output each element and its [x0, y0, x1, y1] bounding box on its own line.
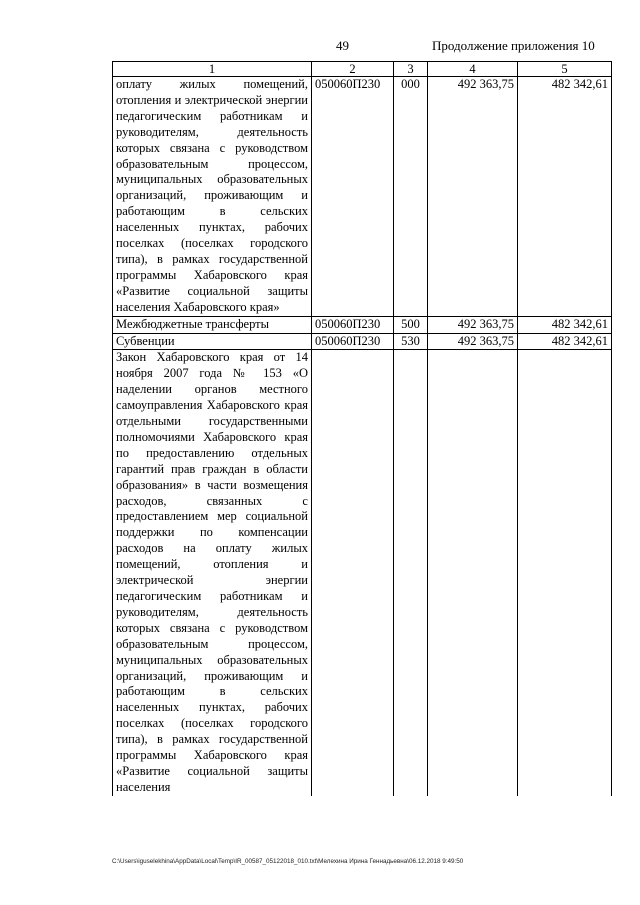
- row-description: Субвенции: [113, 333, 312, 350]
- row-amount-a: 492 363,75: [428, 316, 518, 333]
- row-amount-b: 482 342,61: [518, 77, 612, 317]
- table-row: [113, 77, 612, 317]
- appendix-continuation-note: Продолжение приложения 10: [432, 38, 595, 53]
- column-number-row: [113, 62, 612, 77]
- row-expense-type: [394, 350, 428, 796]
- column-number-5: 5: [518, 62, 612, 77]
- row-description: оплату жилых помещений, отопления и электрической энергии педагогическим работникам и руководителям, деятельность которых связана с руководством образовательным процессом, муниципальных образовательных организаций, проживающим и работающим в сельских населенных пунктах, рабочих поселках (поселках городского типа), в рамках государственной программы Хабаровского края «Развитие социальной защиты населения Хабаровского края»: [113, 77, 312, 317]
- row-amount-b: 482 342,61: [518, 316, 612, 333]
- row-description: Закон Хабаровского края от 14 ноября 2007 года № 153 «О наделении органов местного самоуправления Хабаровского края отдельными государственными полномочиями Хабаровского края по предоставлению отдельных гарантий прав граждан в области образования» в части возмещения расходов, связанных с предоставлением мер социальной поддержки по компенсации расходов на оплату жилых помещений, отопления и электрической энергии педагогическим работникам и руководителям, деятельность которых связана с руководством образовательным процессом, муниципальных образовательных организаций, проживающим и работающим в сельских населенных пунктах, рабочих поселках (поселках городского типа), в рамках государственной программы Хабаровского края «Развитие социальной защиты населения: [113, 350, 312, 796]
- table-row: [113, 333, 612, 350]
- row-amount-a: 492 363,75: [428, 77, 518, 317]
- page-number: 49: [336, 38, 349, 53]
- row-target-code: 050060П230: [312, 77, 394, 317]
- file-path-footer: C:\Users\iguselekhina\AppData\Local\Temp\IR_00587_05122018_010.txt\Мелехина Ирина Геннадьевна\06.12.2018 9:49:50: [112, 858, 464, 865]
- row-description: Межбюджетные трансферты: [113, 316, 312, 333]
- row-expense-type: 500: [394, 316, 428, 333]
- column-number-3: 3: [394, 62, 428, 77]
- row-target-code: 050060П230: [312, 316, 394, 333]
- row-expense-type: 000: [394, 77, 428, 317]
- column-number-4: 4: [428, 62, 518, 77]
- budget-table: [112, 61, 612, 796]
- row-target-code: [312, 350, 394, 796]
- row-amount-a: [428, 350, 518, 796]
- row-amount-b: 482 342,61: [518, 333, 612, 350]
- column-number-2: 2: [312, 62, 394, 77]
- row-amount-a: 492 363,75: [428, 333, 518, 350]
- column-number-1: 1: [113, 62, 312, 77]
- table-row: [113, 316, 612, 333]
- row-expense-type: 530: [394, 333, 428, 350]
- row-target-code: 050060П230: [312, 333, 394, 350]
- row-amount-b: [518, 350, 612, 796]
- table-row: [113, 350, 612, 796]
